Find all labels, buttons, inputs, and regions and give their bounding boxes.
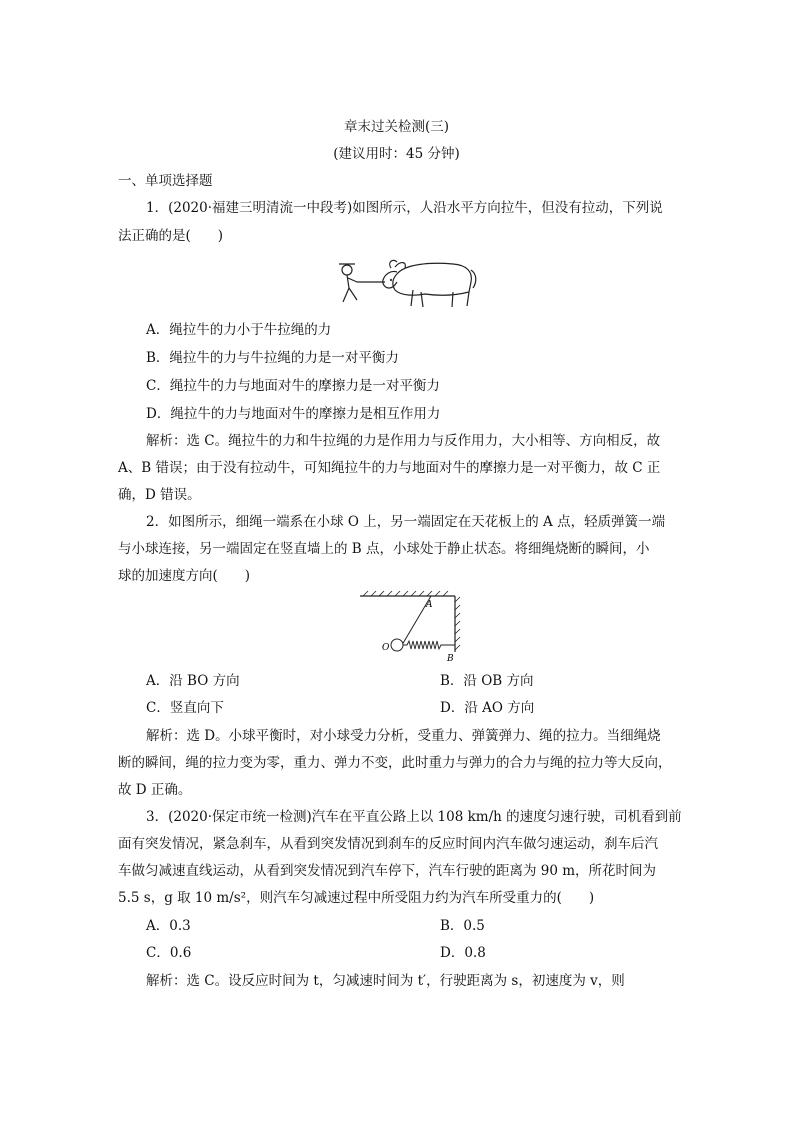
q2-stem-line3: 球的加速度方向( ) — [118, 568, 251, 584]
q2-stem-line1: 2．如图所示，细绳一端系在小球 O 上，另一端固定在天花板上的 A 点，轻质弹簧一端 — [146, 514, 666, 530]
q3-analysis-line1: 解析：选 C。设反应时间为 t，匀减速时间为 t′，行驶距离为 s，初速度为 v，则 — [146, 973, 625, 989]
q1-analysis-line1: 解析：选 C。绳拉牛的力和牛拉绳的力是作用力与反作用力，大小相等、方向相反，故 — [146, 433, 661, 449]
q2-analysis-line3: 故 D 正确。 — [118, 782, 192, 798]
q1-option-d: D．绳拉牛的力与地面对牛的摩擦力是相互作用力 — [146, 406, 441, 422]
q2-figure-ball-spring — [355, 590, 465, 665]
q2-option-d: D．沿 AO 方向 — [440, 700, 535, 716]
q1-option-b: B．绳拉牛的力与牛拉绳的力是一对平衡力 — [146, 350, 399, 366]
page-subtitle: (建议用时：45 分钟) — [333, 146, 460, 162]
q2-figure-label-a: A — [426, 600, 433, 610]
q1-figure-man-pulling-bull — [335, 252, 480, 314]
q3-option-d: D．0.8 — [440, 945, 486, 961]
q3-option-c: C．0.6 — [146, 945, 192, 961]
q3-stem-line1: 3．(2020·保定市统一检测)汽车在平直公路上以 108 km/h 的速度匀速行驶，司机看到前 — [146, 809, 682, 825]
q1-option-a: A．绳拉牛的力小于牛拉绳的力 — [146, 322, 332, 338]
q2-option-b: B．沿 OB 方向 — [440, 673, 534, 689]
q3-stem-line2: 面有突发情况，紧急刹车，从看到突发情况到刹车的反应时间内汽车做匀速运动，刹车后汽 — [118, 836, 658, 852]
q2-option-c: C．竖直向下 — [146, 700, 224, 716]
q1-analysis-line3: 确，D 错误。 — [118, 487, 201, 503]
q1-option-c: C．绳拉牛的力与地面对牛的摩擦力是一对平衡力 — [146, 378, 440, 394]
page-title: 章末过关检测(三) — [343, 119, 450, 135]
q3-stem-line4: 5.5 s，g 取 10 m/s²，则汽车匀减速过程中所受阻力约为汽车所受重力的( ) — [118, 890, 595, 906]
q2-figure-label-o: O — [382, 643, 390, 653]
q1-analysis-line2: A、B 错误；由于没有拉动牛，可知绳拉牛的力与地面对牛的摩擦力是一对平衡力，故 C 正 — [118, 460, 661, 476]
q2-stem-line2: 与小球连接，另一端固定在竖直墙上的 B 点，小球处于静止状态。将细绳烧断的瞬间，小 — [118, 541, 650, 557]
section-heading: 一、单项选择题 — [118, 173, 213, 189]
q3-option-a: A．0.3 — [146, 918, 191, 934]
q3-stem-line3: 车做匀减速直线运动，从看到突发情况到汽车停下，汽车行驶的距离为 90 m，所花时间为 — [118, 863, 657, 879]
q1-stem-line1: 1．(2020·福建三明清流一中段考)如图所示，人沿水平方向拉牛，但没有拉动，下列说 — [146, 200, 663, 216]
q1-stem-line2: 法正确的是( ) — [118, 228, 224, 244]
q3-option-b: B．0.5 — [440, 918, 485, 934]
q2-analysis-line2: 断的瞬间，绳的拉力变为零，重力、弹力不变，此时重力与弹力的合力与绳的拉力等大反向， — [118, 755, 672, 771]
q2-analysis-line1: 解析：选 D。小球平衡时，对小球受力分析，受重力、弹簧弹力、绳的拉力。当细绳烧 — [146, 728, 661, 744]
q2-figure-label-b: B — [447, 654, 454, 664]
q2-option-a: A．沿 BO 方向 — [146, 673, 240, 689]
